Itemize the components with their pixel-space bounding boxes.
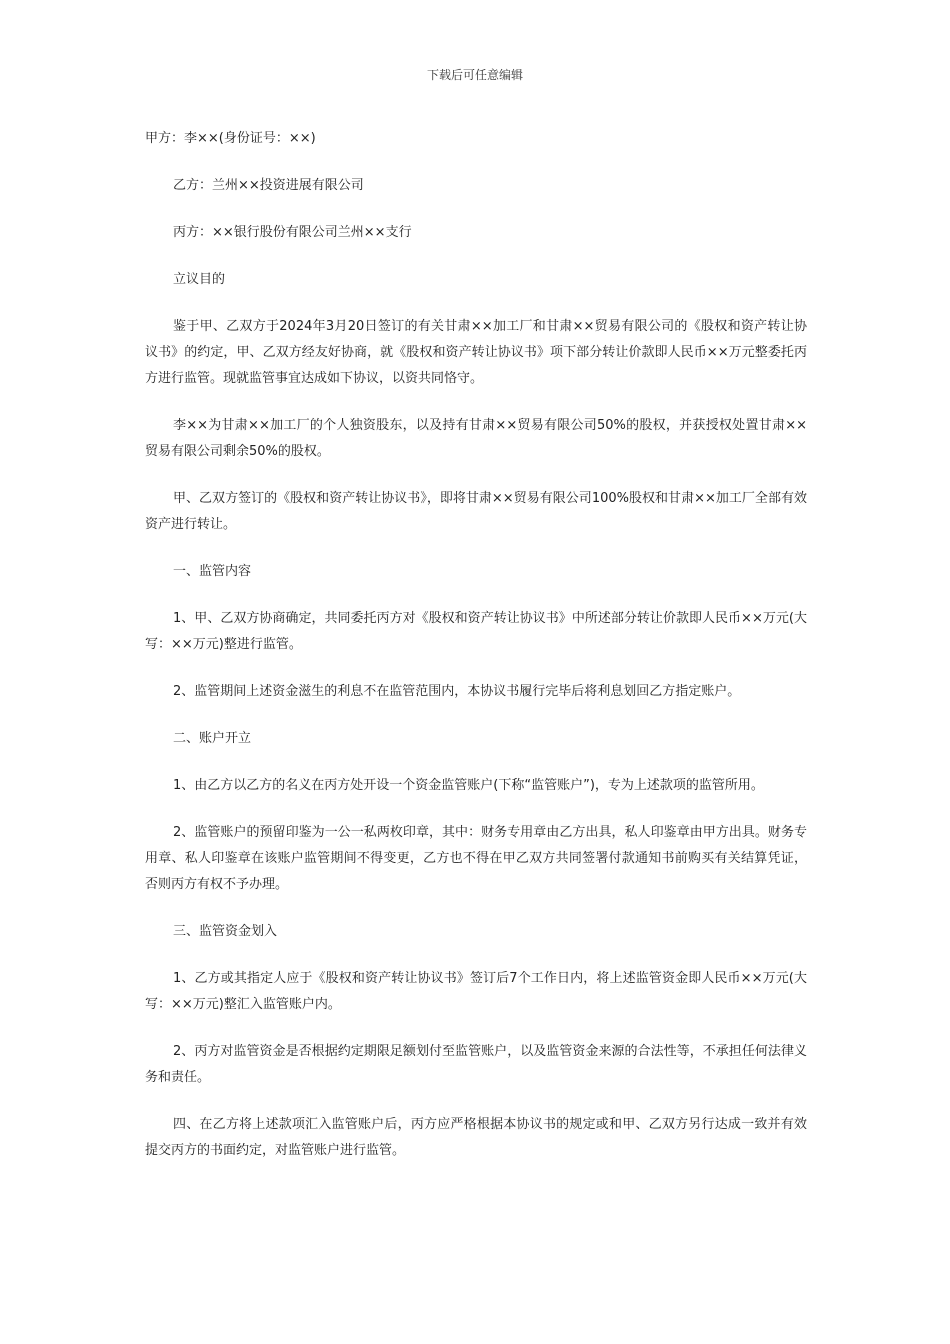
party-b: 乙方：兰州××投资进展有限公司 [173,178,364,193]
section-2-clause-1: 1、由乙方以乙方的名义在丙方处开设一个资金监管账户(下称“监管账户”)，专为上述款项的监管所用。 [173,778,764,793]
purpose-paragraph-3: 甲、乙双方签订的《股权和资产转让协议书》，即将甘肃××贸易有限公司100%股权和甘肃××加工厂全部有效资产进行转让。 [145,491,807,532]
section-1-clause-1: 1、甲、乙双方协商确定，共同委托丙方对《股权和资产转让协议书》中所述部分转让价款即人民币××万元(大写：××万元)整进行监管。 [145,611,807,652]
section-1-heading: 一、监管内容 [173,564,252,579]
page-header: 下载后可任意编辑 [426,68,523,82]
section-3-clause-1: 1、乙方或其指定人应于《股权和资产转让协议书》签订后7个工作日内，将上述监管资金即人民币××万元(大写：××万元)整汇入监管账户内。 [145,971,807,1012]
party-c: 丙方：××银行股份有限公司兰州××支行 [173,225,412,240]
section-4-paragraph: 四、在乙方将上述款项汇入监管账户后，丙方应严格根据本协议书的规定或和甲、乙双方另行达成一致并有效提交丙方的书面约定，对监管账户进行监管。 [145,1117,807,1158]
section-2-clause-2: 2、监管账户的预留印鉴为一公一私两枚印章，其中：财务专用章由乙方出具，私人印鉴章由甲方出具。财务专用章、私人印鉴章在该账户监管期间不得变更，乙方也不得在甲乙双方共同签署付款通知书前购买有关结算凭证，否则丙方有权不予办理。 [145,825,807,892]
purpose-paragraph-1: 鉴于甲、乙双方于2024年3月20日签订的有关甘肃××加工厂和甘肃××贸易有限公司的《股权和资产转让协议书》的约定，甲、乙双方经友好协商，就《股权和资产转让协议书》项下部分转让价款即人民币××万元整委托丙方进行监管。现就监管事宜达成如下协议，以资共同恪守。 [145,319,807,386]
party-a: 甲方：李××(身份证号：××) [145,131,316,146]
section-2-heading: 二、账户开立 [173,731,252,746]
document-body [145,126,807,1185]
section-3-heading: 三、监管资金划入 [173,924,278,939]
section-purpose-heading: 立议目的 [173,272,226,287]
purpose-paragraph-2: 李××为甘肃××加工厂的个人独资股东，以及持有甘肃××贸易有限公司50%的股权，并获授权处置甘肃××贸易有限公司剩余50%的股权。 [145,418,807,459]
section-3-clause-2: 2、丙方对监管资金是否根据约定期限足额划付至监管账户，以及监管资金来源的合法性等，不承担任何法律义务和责任。 [145,1044,807,1085]
section-1-clause-2: 2、监管期间上述资金滋生的利息不在监管范围内，本协议书履行完毕后将利息划回乙方指定账户。 [173,684,741,699]
